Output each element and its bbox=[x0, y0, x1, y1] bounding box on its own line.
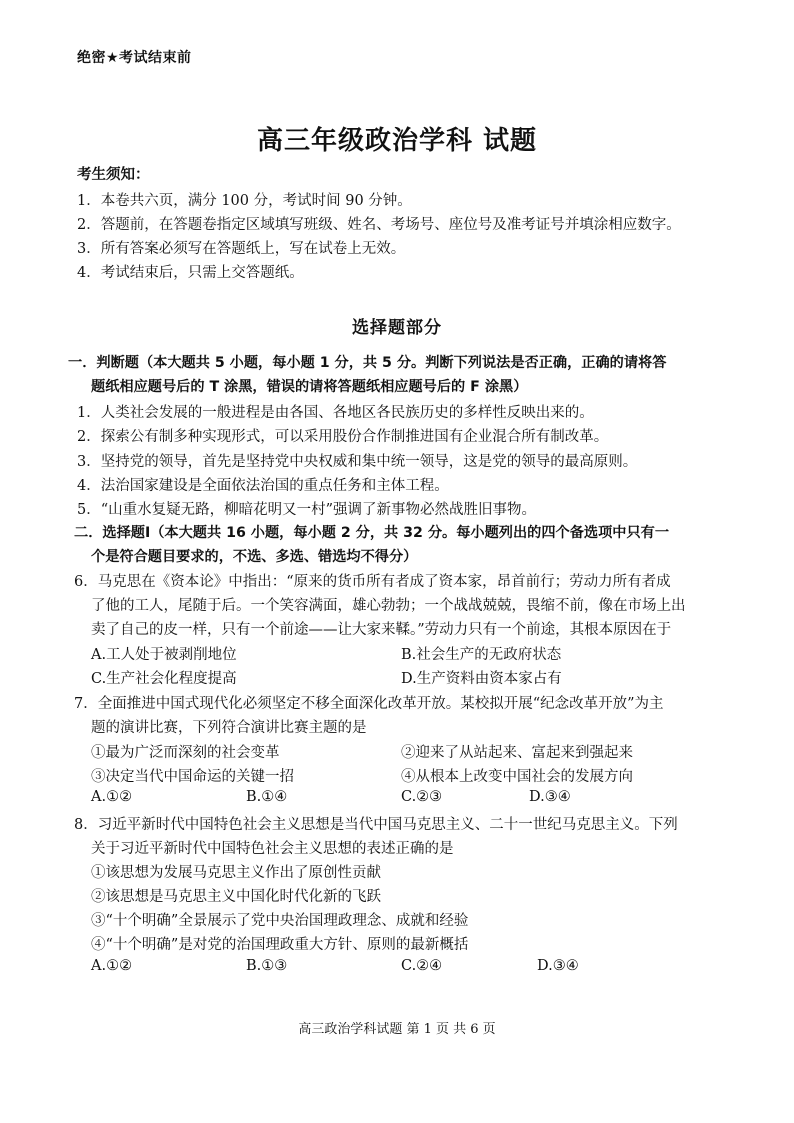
judgment-item: 5．“山重水复疑无路，柳暗花明又一村”强调了新事物必然战胜旧事物。 bbox=[77, 502, 537, 518]
q6-stem-cont: 卖了自己的皮一样，只有一个前途——让大家来鞣。”劳动力只有一个前途，其根本原因在于 bbox=[91, 622, 672, 638]
q8-stem-cont: 关于习近平新时代中国特色社会主义思想的表述正确的是 bbox=[91, 841, 454, 857]
judgment-item: 2．探索公有制多种实现形式，可以采用股份合作制推进国有企业混合所有制改革。 bbox=[77, 429, 609, 445]
q6-stem: 6．马克思在《资本论》中指出：“原来的货币所有者成了资本家，昂首前行；劳动力所有者成 bbox=[74, 574, 671, 590]
q6-option-a: A.工人处于被剥削地位 bbox=[91, 647, 237, 663]
q7-option-c: C.②③ bbox=[401, 789, 443, 805]
q8-stem: 8．习近平新时代中国特色社会主义思想是当代中国马克思主义、二十一世纪马克思主义。下列 bbox=[74, 817, 678, 833]
q7-stem-cont: 题的演讲比赛，下列符合演讲比赛主题的是 bbox=[91, 720, 367, 736]
q7-option-b: B.①④ bbox=[246, 789, 288, 805]
judgment-item: 3．坚持党的领导，首先是坚持党中央权威和集中统一领导，这是党的领导的最高原则。 bbox=[77, 454, 638, 470]
q8-statement-4: ④“十个明确”是对党的治国理政重大方针、原则的最新概括 bbox=[91, 937, 469, 953]
part2-heading-cont: 个是符合题目要求的，不选、多选、错选均不得分） bbox=[91, 549, 418, 565]
q8-option-a: A.①② bbox=[91, 958, 133, 974]
q7-option-d: D.③④ bbox=[529, 789, 571, 805]
q8-option-c: C.②④ bbox=[401, 958, 443, 974]
notice-item: 1．本卷共六页，满分 100 分，考试时间 90 分钟。 bbox=[77, 193, 412, 209]
page-title: 高三年级政治学科 试题 bbox=[256, 126, 538, 156]
q7-statement-3: ③决定当代中国命运的关键一招 bbox=[91, 769, 294, 785]
part2-heading: 二．选择题Ⅰ（本大题共 16 小题，每小题 2 分，共 32 分。每小题列出的四个备选项中只有一 bbox=[74, 525, 670, 541]
section-title: 选择题部分 bbox=[352, 318, 442, 338]
q8-option-d: D.③④ bbox=[537, 958, 579, 974]
confidential-label: 绝密★考试结束前 bbox=[77, 50, 192, 66]
q6-option-b: B.社会生产的无政府状态 bbox=[401, 647, 562, 663]
q8-statement-2: ②该思想是马克思主义中国化时代化新的飞跃 bbox=[91, 889, 381, 905]
notice-item: 4．考试结束后，只需上交答题纸。 bbox=[77, 265, 304, 281]
q6-stem-cont: 了他的工人，尾随于后。一个笑容满面，雄心勃勃；一个战战兢兢，畏缩不前，像在市场上出 bbox=[91, 598, 686, 614]
q6-option-d: D.生产资料由资本家占有 bbox=[401, 671, 562, 687]
part1-heading: 一．判断题（本大题共 5 小题，每小题 1 分，共 5 分。判断下列说法是否正确，正确的请将答 bbox=[68, 355, 667, 371]
q7-statement-2: ②迎来了从站起来、富起来到强起来 bbox=[401, 745, 633, 761]
q8-statement-1: ①该思想为发展马克思主义作出了原创性贡献 bbox=[91, 865, 381, 881]
q7-statement-1: ①最为广泛而深刻的社会变革 bbox=[91, 745, 280, 761]
q6-option-c: C.生产社会化程度提高 bbox=[91, 671, 237, 687]
notice-item: 2．答题前，在答题卷指定区域填写班级、姓名、考场号、座位号及准考证号并填涂相应数字。 bbox=[77, 217, 681, 233]
page-footer: 高三政治学科试题 第 1 页 共 6 页 bbox=[298, 1022, 496, 1037]
judgment-item: 1．人类社会发展的一般进程是由各国、各地区各民族历史的多样性反映出来的。 bbox=[77, 405, 594, 421]
notice-heading: 考生须知： bbox=[77, 167, 150, 183]
q7-option-a: A.①② bbox=[91, 789, 133, 805]
q7-stem: 7．全面推进中国式现代化必须坚定不移全面深化改革开放。某校拟开展“纪念改革开放”为主 bbox=[74, 696, 664, 712]
notice-item: 3．所有答案必须写在答题纸上，写在试卷上无效。 bbox=[77, 241, 406, 257]
q8-option-b: B.①③ bbox=[246, 958, 288, 974]
q8-statement-3: ③“十个明确”全景展示了党中央治国理政理念、成就和经验 bbox=[91, 913, 469, 929]
q7-statement-4: ④从根本上改变中国社会的发展方向 bbox=[401, 769, 633, 785]
part1-heading-cont: 题纸相应题号后的 T 涂黑，错误的请将答题纸相应题号后的 F 涂黑） bbox=[91, 379, 528, 395]
judgment-item: 4．法治国家建设是全面依法治国的重点任务和主体工程。 bbox=[77, 478, 449, 494]
